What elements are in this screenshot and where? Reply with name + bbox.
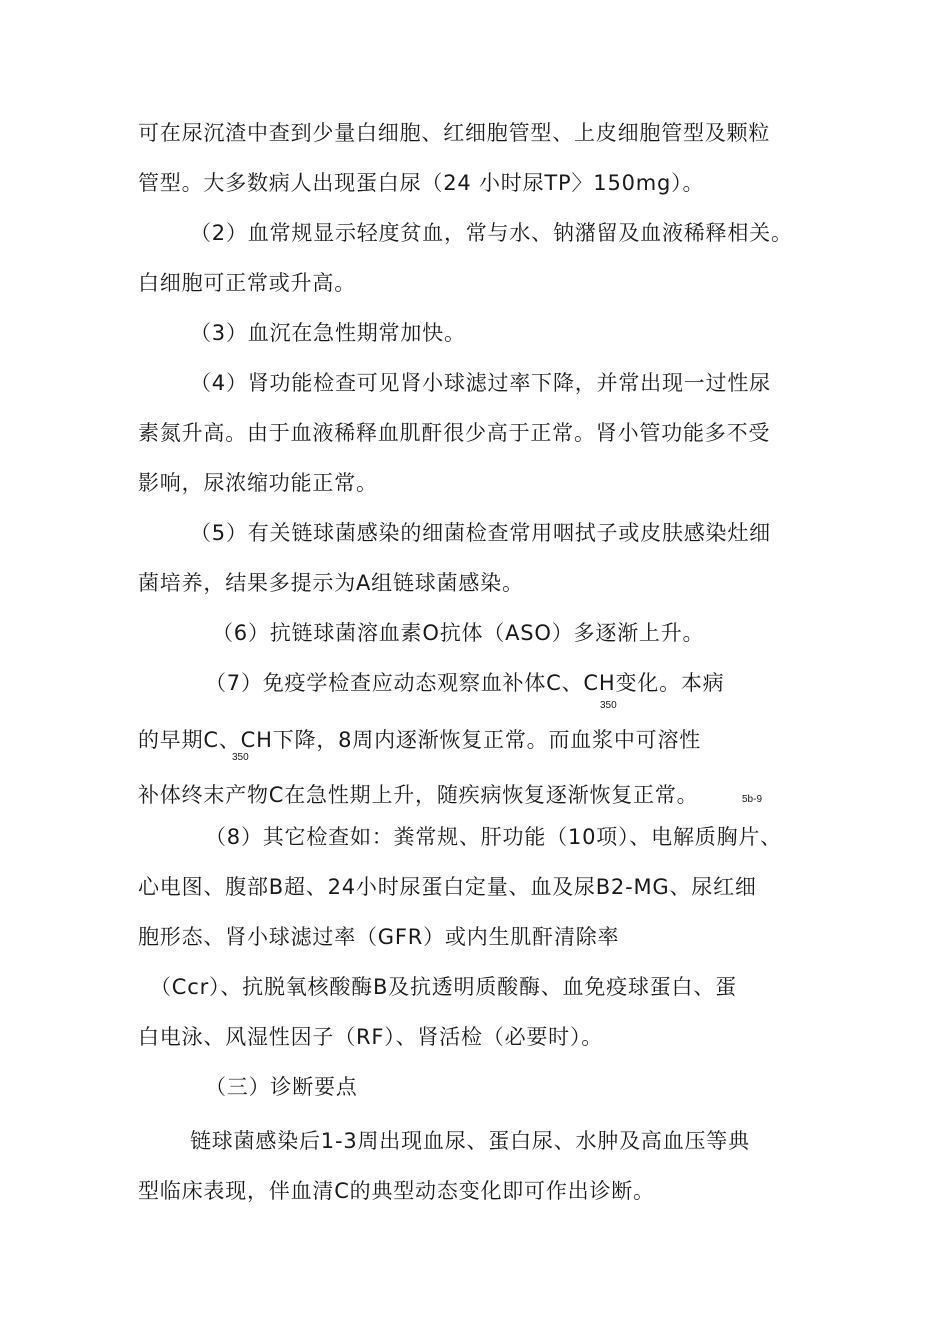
- text-line-12: （7）免疫学检查应动态观察血补体C、CH变化。本病: [205, 671, 725, 695]
- text-line-7: 素氮升高。由于血液稀释血肌酐很少高于正常。肾小管功能多不受: [138, 421, 771, 445]
- text-line-19: 白电泳、风湿性因子（RF）、肾活检（必要时）。: [138, 1025, 604, 1049]
- section-heading: （三）诊断要点: [205, 1075, 358, 1099]
- text-line-6: （4）肾功能检查可见肾小球滤过率下降，并常出现一过性尿: [190, 371, 771, 395]
- text-line-15: （8）其它检查如：粪常规、肝功能（10项）、电解质胸片、: [205, 825, 782, 849]
- text-line-18: （Ccr）、抗脱氧核酸酶B及抗透明质酸酶、血免疫球蛋白、蛋: [150, 975, 737, 999]
- text-line-11: （6）抗链球菌溶血素O抗体（ASO）多逐渐上升。: [212, 621, 705, 645]
- text-line-13: 的早期C、CH下降，8周内逐渐恢复正常。而血浆中可溶性: [138, 728, 702, 752]
- text-line-5: （3）血沉在急性期常加快。: [190, 321, 466, 345]
- text-line-21: 链球菌感染后1-3周出现血尿、蛋白尿、水肿及高血压等典: [190, 1129, 750, 1153]
- text-line-16: 心电图、腹部B超、24小时尿蛋白定量、血及尿B2-MG、尿红细: [138, 875, 757, 899]
- subscript-350-a: 350: [600, 700, 617, 711]
- text-line-22: 型临床表现，伴血清C的典型动态变化即可作出诊断。: [138, 1179, 655, 1203]
- text-line-14: 补体终末产物C在急性期上升，随疾病恢复逐渐恢复正常。: [138, 783, 699, 807]
- text-line-1: 可在尿沉渣中查到少量白细胞、红细胞管型、上皮细胞管型及颗粒: [138, 121, 771, 145]
- text-line-9: （5）有关链球菌感染的细菌检查常用咽拭子或皮肤感染灶细: [190, 521, 771, 545]
- text-line-17: 胞形态、肾小球滤过率（GFR）或内生肌酐清除率: [138, 925, 620, 949]
- text-line-10: 菌培养，结果多提示为A组链球菌感染。: [138, 571, 524, 595]
- text-line-3: （2）血常规显示轻度贫血，常与水、钠潴留及血液稀释相关。: [190, 221, 793, 245]
- text-line-2: 管型。大多数病人出现蛋白尿（24 小时尿TP〉150mg）。: [138, 171, 705, 195]
- text-line-8: 影响，尿浓缩功能正常。: [138, 471, 378, 495]
- subscript-350-b: 350: [232, 752, 249, 763]
- subscript-5b-9: 5b-9: [742, 794, 763, 805]
- text-line-4: 白细胞可正常或升高。: [138, 271, 356, 295]
